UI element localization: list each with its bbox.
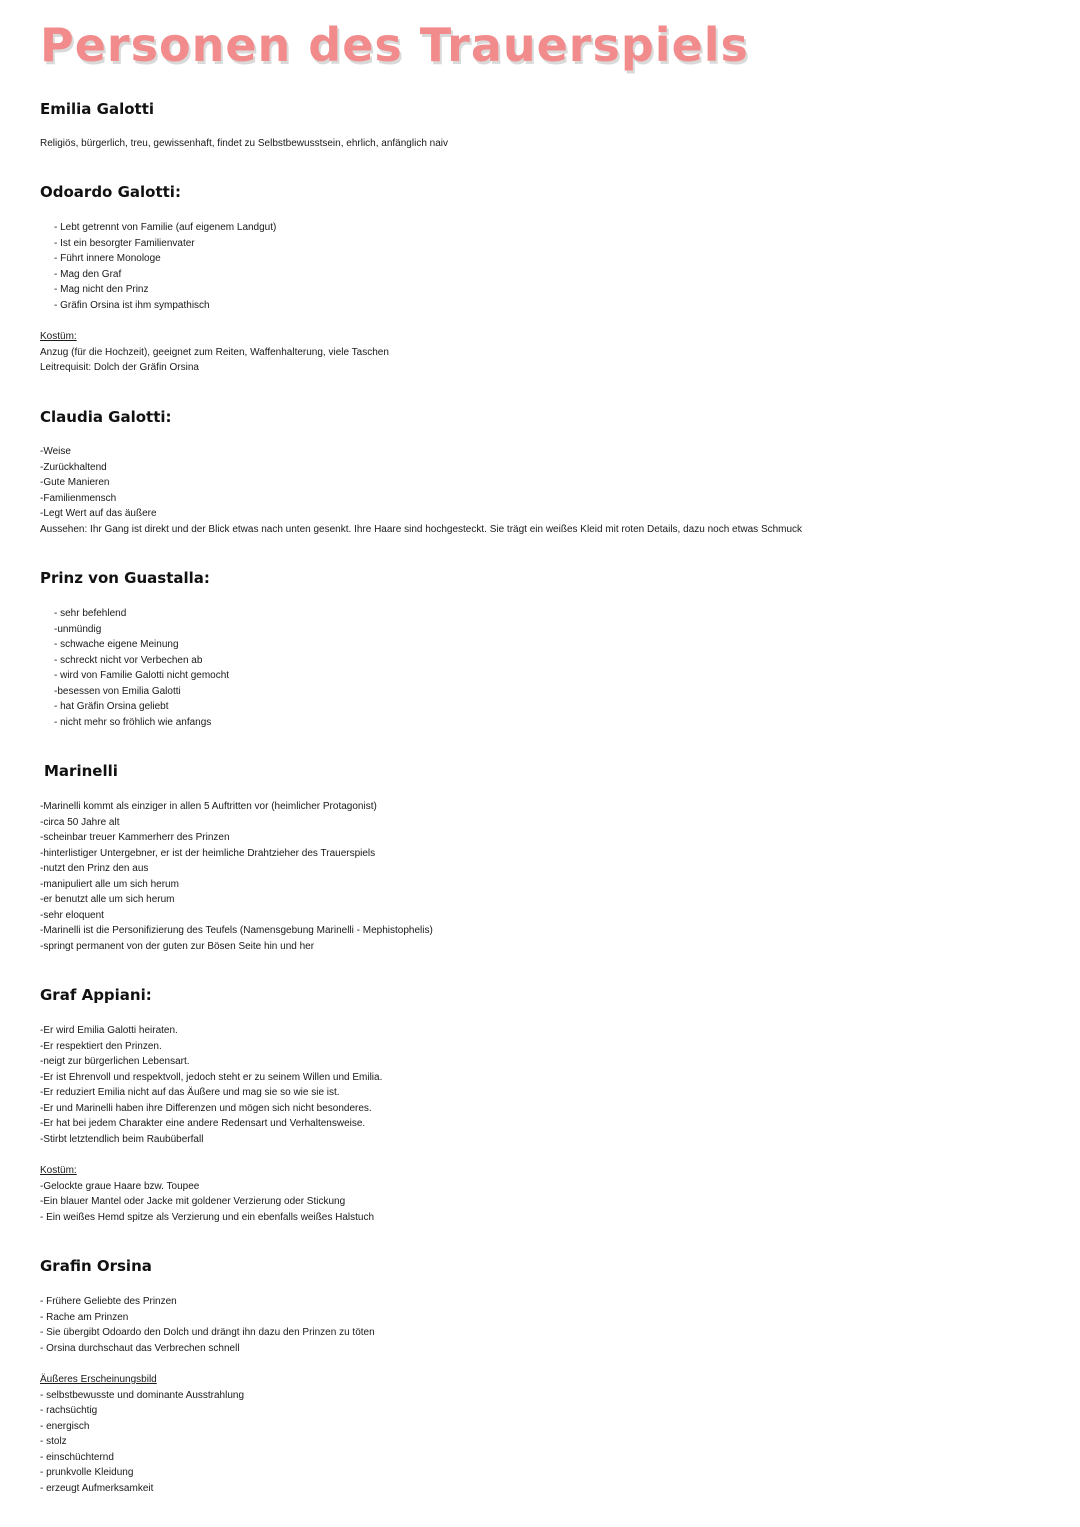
list-item: - prunkvolle Kleidung: [40, 1467, 134, 1478]
list-item: Anzug (für die Hochzeit), geeignet zum Reiten, Waffenhalterung, viele Taschen: [40, 346, 389, 358]
odoardo-costume: [40, 329, 389, 376]
list-item: -scheinbar treuer Kammerherr des Prinzen: [40, 832, 230, 843]
list-item: -neigt zur bürgerlichen Lebensart.: [40, 1056, 190, 1067]
marinelli-list: [40, 799, 433, 954]
orsina-list: [40, 1294, 375, 1356]
list-item: -Familienmensch: [40, 492, 117, 504]
list-item: -Ein blauer Mantel oder Jacke mit goldener Verzierung oder Stickung: [40, 1196, 346, 1207]
odoardo-heading: Odoardo Galotti:: [40, 183, 181, 201]
costume-label: Kostüm:: [40, 331, 77, 342]
list-item: -Marinelli ist die Personifizierung des Teufels (Namensgebung Marinelli - Mephistophelis): [40, 925, 433, 936]
list-item: - sehr befehlend: [54, 608, 127, 619]
emilia-text: Religiös, bürgerlich, treu, gewissenhaft, findet zu Selbstbewusstsein, ehrlich, anfänglich naiv: [40, 138, 448, 149]
list-item: -Legt Wert auf das äußere: [40, 508, 157, 519]
list-item: - Ist ein besorgter Familienvater: [54, 237, 195, 249]
orsina-heading: Grafin Orsina: [40, 1257, 152, 1275]
list-item: -Stirbt letztendlich beim Raubüberfall: [40, 1133, 204, 1145]
list-item: - Ein weißes Hemd spitze als Verzierung und ein ebenfalls weißes Halstuch: [40, 1211, 375, 1223]
page-title: Personen des Trauerspiels: [40, 18, 749, 72]
list-item: - Frühere Geliebte des Prinzen: [40, 1296, 177, 1307]
list-item: - wird von Familie Galotti nicht gemocht: [54, 670, 230, 681]
costume-label: Kostüm:: [40, 1165, 77, 1176]
list-item: - schwache eigene Meinung: [54, 639, 179, 650]
emilia-heading: Emilia Galotti: [40, 100, 155, 118]
graf-heading: Graf Appiani:: [40, 986, 152, 1004]
list-item: - Mag nicht den Prinz: [54, 284, 149, 295]
claudia-appearance: Aussehen: Ihr Gang ist direkt und der Blick etwas nach unten gesenkt. Ihre Haare sind hochgesteckt. Sie trägt ein weißes Kleid mit roten Details, dazu noch etwas Schmuck: [40, 523, 803, 535]
list-item: - Orsina durchschaut das Verbrechen schnell: [40, 1342, 240, 1354]
graf-costume: [40, 1163, 374, 1225]
prinz-list: [40, 606, 229, 730]
list-item: -springt permanent von der guten zur Bösen Seite hin und her: [40, 940, 315, 952]
list-item: -Er ist Ehrenvoll und respektvoll, jedoch steht er zu seinem Willen und Emilia.: [40, 1071, 383, 1083]
list-item: -unmündig: [54, 623, 102, 635]
list-item: -Er respektiert den Prinzen.: [40, 1040, 162, 1052]
list-item: - stolz: [40, 1436, 67, 1447]
list-item: -Er wird Emilia Galotti heiraten.: [40, 1025, 178, 1036]
graf-list: [40, 1023, 382, 1147]
list-item: -Er reduziert Emilia nicht auf das Äußere und mag sie so wie sie ist.: [40, 1087, 340, 1098]
prinz-heading: Prinz von Guastalla:: [40, 569, 210, 587]
list-item: -besessen von Emilia Galotti: [54, 685, 181, 697]
list-item: - Rache am Prinzen: [40, 1311, 129, 1323]
list-item: - einschüchternd: [40, 1451, 114, 1463]
list-item: - Führt innere Monologe: [54, 253, 161, 264]
list-item: -circa 50 Jahre alt: [40, 816, 120, 828]
list-item: -Weise: [40, 446, 71, 457]
appearance-label: Äußeres Erscheinungsbild: [40, 1374, 157, 1385]
list-item: - Sie übergibt Odoardo den Dolch und drängt ihn dazu den Prinzen zu töten: [40, 1327, 375, 1338]
list-item: - Gräfin Orsina ist ihm sympathisch: [54, 299, 210, 311]
list-item: Leitrequisit: Dolch der Gräfin Orsina: [40, 362, 199, 373]
list-item: -Gelockte graue Haare bzw. Toupee: [40, 1180, 200, 1192]
list-item: -Zurückhaltend: [40, 461, 107, 473]
list-item: -er benutzt alle um sich herum: [40, 894, 175, 905]
list-item: - schreckt nicht vor Verbechen ab: [54, 654, 203, 666]
list-item: - selbstbewusste und dominante Ausstrahlung: [40, 1389, 245, 1401]
list-item: - energisch: [40, 1420, 90, 1432]
list-item: - hat Gräfin Orsina geliebt: [54, 701, 169, 712]
list-item: - Lebt getrennt von Familie (auf eigenem Landgut): [54, 222, 277, 233]
claudia-heading: Claudia Galotti:: [40, 408, 172, 426]
list-item: - nicht mehr so fröhlich wie anfangs: [54, 716, 212, 728]
list-item: -sehr eloquent: [40, 909, 104, 921]
list-item: - rachsüchtig: [40, 1405, 98, 1416]
list-item: -Marinelli kommt als einziger in allen 5 Auftritten vor (heimlicher Protagonist): [40, 801, 377, 812]
list-item: -hinterlistiger Untergebner, er ist der heimliche Drahtzieher des Trauerspiels: [40, 847, 376, 859]
list-item: -Er hat bei jedem Charakter eine andere Redensart und Verhaltensweise.: [40, 1118, 366, 1129]
marinelli-heading: Marinelli: [44, 762, 118, 780]
orsina-appearance: [40, 1372, 244, 1496]
claudia-list: [40, 444, 802, 537]
list-item: - Mag den Graf: [54, 268, 122, 280]
list-item: -Gute Manieren: [40, 477, 110, 488]
list-item: -manipuliert alle um sich herum: [40, 878, 179, 890]
list-item: -nutzt den Prinz den aus: [40, 863, 149, 874]
list-item: - erzeugt Aufmerksamkeit: [40, 1482, 154, 1494]
list-item: -Er und Marinelli haben ihre Differenzen und mögen sich nicht besonderes.: [40, 1102, 372, 1114]
odoardo-list: [40, 220, 276, 313]
